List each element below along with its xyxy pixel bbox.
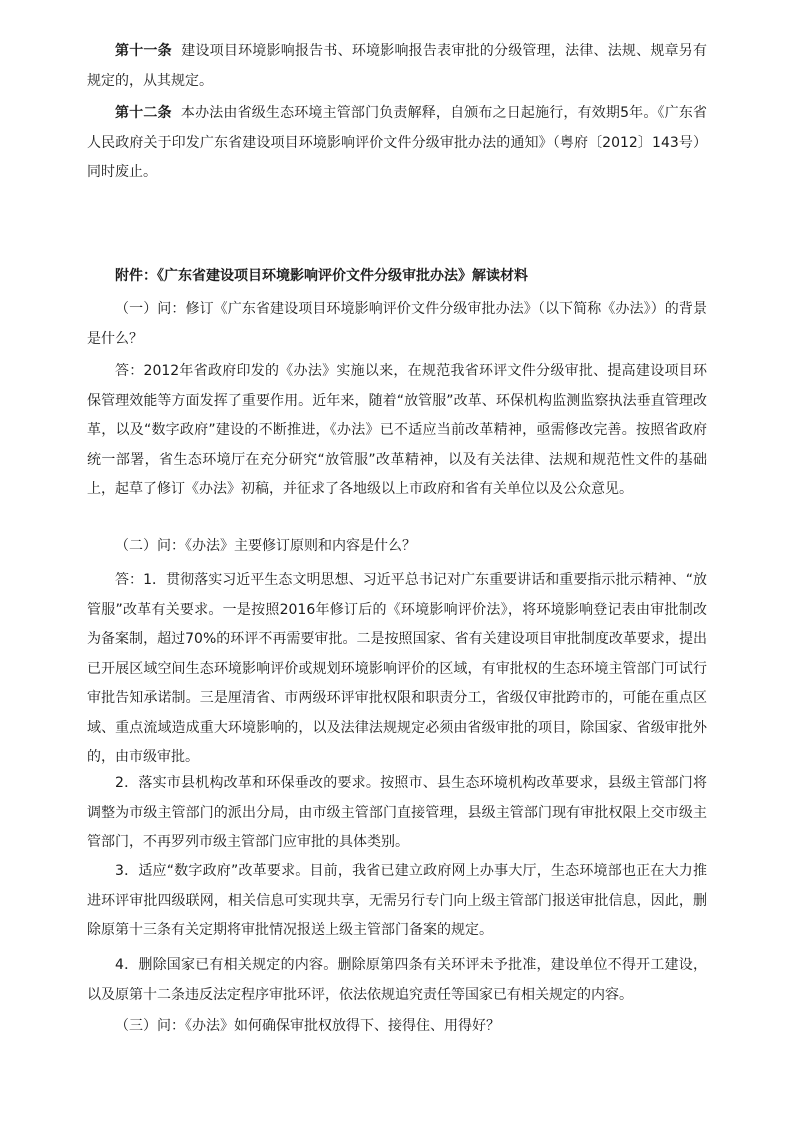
article-11-title: 第十一条 [115,43,172,59]
answer-2-point-2: 2．落实市县机构改革和环保垂改的要求。按照市、县生态环境机构改革要求，县级主管部门将调整为市级主管部门的派出分局，由市级主管部门直接管理，县级主管部门现有审批权限上交市级主管部门，不再罗列市级主管部门应审批的具体类别。 [87,775,707,850]
article-11 [87,37,707,96]
answer-1: 答：2012年省政府印发的《办法》实施以来，在规范我省环评文件分级审批、提高建设项目环保管理效能等方面发挥了重要作用。近年来，随着“放管服”改革、环保机构监测监察执法垂直管理改革，以及“数字政府”建设的不断推进，《办法》已不适应当前改革精神，亟需修改完善。按照省政府统一部署，省生态环境厅在充分研究“放管服”改革精神，以及有关法律、法规和规范性文件的基础上，起草了修订《办法》初稿，并征求了各地级以上市政府和省有关单位以及公众意见。 [87,363,707,497]
article-11-body: 建设项目环境影响报告书、环境影响报告表审批的分级管理，法律、法规、规章另有规定的，从其规定。 [87,43,708,89]
answer-2-point-1: 答：1．贯彻落实习近平生态文明思想、习近平总书记对广东重要讲话和重要指示批示精神、“放管服”改革有关要求。一是按照2016年修订后的《环境影响评价法》，将环境影响登记表由审批制改为备案制，超过70%的环评不再需要审批。二是按照国家、省有关建设项目审批制度改革要求，提出已开展区域空间生态环境影响评价或规划环境影响评价的区域，有审批权的生态环境主管部门可试行审批告知承诺制。三是厘清省、市两级环评审批权限和职责分工，省级仅审批跨市的，可能在重点区域、重点流域造成重大环境影响的，以及法律法规规定必须由省级审批的项目，除国家、省级审批外的，由市级审批。 [87,572,707,765]
attachment-heading: 附件：《广东省建设项目环境影响评价文件分级审批办法》解读材料 [115,268,528,284]
article-12-title: 第十二条 [115,105,172,121]
answer-2-point-4: 4．删除国家已有相关规定的内容。删除原第四条有关环评未予批准，建设单位不得开工建设，以及原第十二条违反法定程序审批环评，依法依规追究责任等国家已有相关规定的内容。 [87,957,707,1003]
question-3: （三）问：《办法》如何确保审批权放得下、接得住、用得好？ [115,1018,500,1034]
article-12 [87,99,707,188]
article-12-body: 本办法由省级生态环境主管部门负责解释，自颁布之日起施行，有效期5年。《广东省人民政府关于印发广东省建设项目环境影响评价文件分级审批办法的通知》（粤府〔2012〕143号）同时废止。 [87,105,708,180]
question-2: （二）问：《办法》主要修订原则和内容是什么？ [115,538,416,554]
answer-2-point-3: 3．适应“数字政府”改革要求。目前，我省已建立政府网上办事大厅，生态环境部也正在大力推进环评审批四级联网，相关信息可实现共享，无需另行专门向上级主管部门报送审批信息，因此，删除原第十三条有关定期将审批情况报送上级主管部门备案的规定。 [87,863,707,938]
question-1: （一）问：修订《广东省建设项目环境影响评价文件分级审批办法》（以下简称《办法》）的背景是什么？ [87,301,707,347]
